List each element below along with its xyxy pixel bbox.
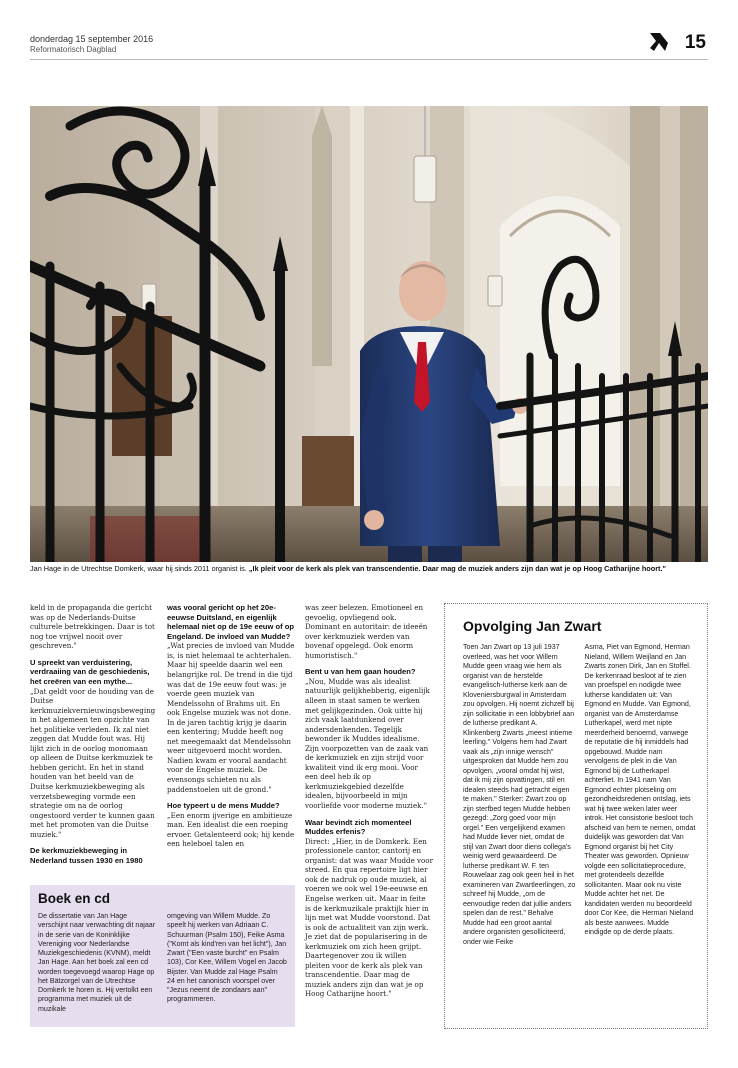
sidebar-text: De dissertatie van Jan Hage verschijnt naar verwachting dit najaar in de serie van de Koninklijke Vereniging voor Nederlandse Muziekgeschiedenis (KVNM), meldt Jan Hage. Aan het boek zal een cd worden toegevoegd waarop Hage op het Bätzorgel van de Utrechtse Domkerk te horen is. Hij vertolkt een programma met muziek uit de muzikale: [38, 912, 156, 1013]
paragraph: „Een enorm ijverige en ambitieuze man. Een idealist die een roeping ervoer. Getalenteerd ook; hij kende een heleboel talen en: [167, 810, 295, 849]
article-column-2: [167, 603, 295, 849]
sidebar-opvolging-jan-zwart: [444, 603, 708, 1029]
issue-date: donderdag 15 september 2016: [30, 34, 154, 44]
page-number: 15: [684, 32, 706, 53]
caption-quote: „Ik pleit voor de kerk als plek van transcendentie. Daar mag de muziek anders zijn dan wat je op Hoog Catharijne hoort.": [248, 564, 666, 573]
interview-question: Bent u van hem gaan houden?: [305, 667, 416, 677]
interview-question: Hoe typeert u de mens Mudde?: [167, 801, 280, 811]
sidebar-text: Asma, Piet van Egmond, Herman Nieland, Willem Weijland en Jan Zwarts zonen Dirk, Jan en Stoffel. De kerkenraad besloot af te zien van proefspel en nodigde twee lutherse kandidaten uit: Van Egmond en Mudde. Van Egmond, organist van de Amsterdamse Lutherkapel, werd met nipte meerderheid benoemd, vanwege de reputatie die hij inmiddels had opgebouwd. Mudde nam vervolgens de plek in die Van Egmond bij de Lutherkapel achterliet. In 1941 nam Van Egmond echter plotseling om gezondheidsredenen ontslag, iets wat hij twee weken later weer introk. Het consistorie besloot toch afscheid van hem te nemen, omdat duidelijk was geworden dat Van Egmond organist bij het City Theater was geworden. Opnieuw volgde een sollicitatieprocedure, met grotendeels dezelfde sollicitanten. Maar ook nu viste Mudde achter het net. De kandidaten werden nu beoordeeld door Cor Kee, die Herman Nieland als beste aanwees. Mudde eindigde op de derde plaats.: [584, 643, 696, 936]
sidebar-text: omgeving van Willem Mudde. Zo speelt hij werken van Adriaan C. Schuurman (Psalm 150), Feike Asma ("Komt als kind'ren van het licht"), Jan Zwart ("Een vaste burcht" en Psalm 103), Cor Kee, Willem Vogel en Jacob Bijster. Van Mudde zal Hage Psalm 24 en het canonisch voorspel over "Jezus neemt de zondaars aan" programmeren.: [167, 912, 287, 1004]
sidebar-title: Opvolging Jan Zwart: [463, 618, 602, 634]
sidebar-text: Toen Jan Zwart op 13 juli 1937 overleed, was het voor Willem Mudde geen vraag wie hem als organist van de herstelde evangelisch-lutherse kerk aan de Kloveniersburgwal in Amsterdam zou opvolgen. Hij noemt zichzelf bij zijn sollicitatie in een lobbybrief aan de lutherse predikant A. Klinkenberg Zwarts „meest intieme leerling." Volgens hem had Zwart vaak als „zijn innige wensch" uitgesproken dat Mudde hem zou opvolgen, „vooral omdat hij wist, dat ik mij zijn opvattingen, stil en idealen steeds had getracht eigen te maken." Sterker: Zwart zou op zijn sterfbed tegen Mudde hebben gezegd: „Zorg goed voor mijn orgel." Een vergelijkend examen had Mudde liever niet, omdat de stijl van Zwart door diens collega's weinig werd gewaardeerd. De lutherse predikant W. F. ten Rouwelaar zag ook geen heil in het examineren van Zwartleerlingen, zo schreef hij Mudde, „om de eenvoudige reden dat jullie anders spelen dan de rest." Behalve Mudde had een groot aantal andere organisten gesolliciteerd, onder wie Feike: [463, 643, 576, 946]
paragraph: „Dat geldt voor de houding van de Duitse kerkmuziekvernieuwingsbeweging in het algemeen ten opzichte van het politieke verleden. Ik zal niet zeggen dat Mudde fout was. Hij lijkt zich in de oorlog monomaan op alleen de Duitse kerkmuziek te hebben gericht. En het in stand houden van het beeld van de Duitse kerkmuziekbeweging als verzetsbeweging vormde een strategie om na de oorlog ongestoord verder te kunnen gaan met het promoten van die Duitse muziek.": [30, 686, 156, 839]
page-header: [30, 34, 708, 60]
article-column-1: [30, 603, 158, 865]
rd-logo-icon: [648, 31, 670, 53]
newspaper-name: Reformatorisch Dagblad: [30, 45, 117, 54]
interview-question: was vooral gericht op het 20e-eeuwse Duitsland, en eigenlijk helemaal niet op de 19e eeuw of op Engeland. De invloed van Mudde?: [167, 603, 295, 641]
paragraph: „Nou, Mudde was als idealist natuurlijk gelijkhebberig, eigenlijk alleen in staat samen te werken met gelijkgezinden. Ook uitte hij zich vaak laatdunkend over andersdenkenden. Tegelijk bewonder ik Muddes idealisme. Zijn voorpozetten van de zaak van de kerkmuziek en zijn strijd voor kwaliteit vind ik erg mooi. Voor een deel heb ik op kerkmuziekgebied dezelfde idealen, bijvoorbeeld in mijn voorliefde voor moderne muziek.": [305, 676, 430, 810]
sidebar-title: Boek en cd: [38, 891, 111, 906]
photo-caption: [30, 564, 708, 574]
sidebar-boek-en-cd: [30, 885, 295, 1027]
paragraph: was zeer belezen. Emotioneel en gevoelig, opvliegend ook. Dominant en autoritair: de ideeën over kerkmuziek werden van bovenaf opgelegd. Ook enorm humoristisch.": [305, 603, 428, 660]
paragraph: keld in de propaganda die gericht was op de Nederlands-Duitse culturele betrekkingen. Daar is tot nog toe vrijwel nooit over geschreven.": [30, 603, 155, 651]
feature-photo: [30, 106, 708, 562]
paragraph: „Wat precies de invloed van Mudde is, is niet helemaal te achterhalen. Maar hij speelde daarin wel een belangrijke rol. De trend in die tijd was dat de 19e eeuw fout was: je voerde geen muziek van Mendelssohn of Brahms uit. En ook Engelse muziek was not done. In de jaren tachtig krijg je daarin een kentering; Mudde heeft nog net meegemaakt dat Mendelssohn weer uitgevoerd mocht worden. Nadien kwam er vooral aandacht voor de Engelse muziek. De evensongs schieten nu als paddenstoelen uit de grond.": [167, 641, 295, 794]
paragraph: Direct: „Hier, in de Domkerk. Een professionele cantor, cantorij en organist: dat was waar Mudde voor streed. En qua repertoire ligt hier ook de nadruk op oude muziek, al voeren we ook wel 19e-eeuwse en Engelse werken uit. Maar in feite is de kerkmuzikale praktijk hier in lijn met wat Mudde voorstond. Dat is ook de actualiteit van zijn werk. Je ziet dat de popularisering in de kerkmuziek om zich heen grijpt. Daartegenover zou ik willen pleiten voor de kerk als plek van transcendentie. Daar mag de muziek anders zijn dan wat je op Hoog Catharijne hoort.": [305, 836, 433, 999]
interview-question: De kerkmuziekbeweging in Nederland tussen 1930 en 1980: [30, 846, 143, 865]
interview-question: U spreekt van verduistering, verdraaiing van de geschiedenis, het creëren van een mythe...: [30, 657, 150, 686]
interview-question: Waar bevindt zich momenteel Muddes erfenis?: [305, 817, 412, 837]
caption-lead: Jan Hage in de Utrechtse Domkerk, waar hij sinds 2011 organist is.: [30, 564, 247, 573]
article-column-3: [305, 603, 433, 999]
